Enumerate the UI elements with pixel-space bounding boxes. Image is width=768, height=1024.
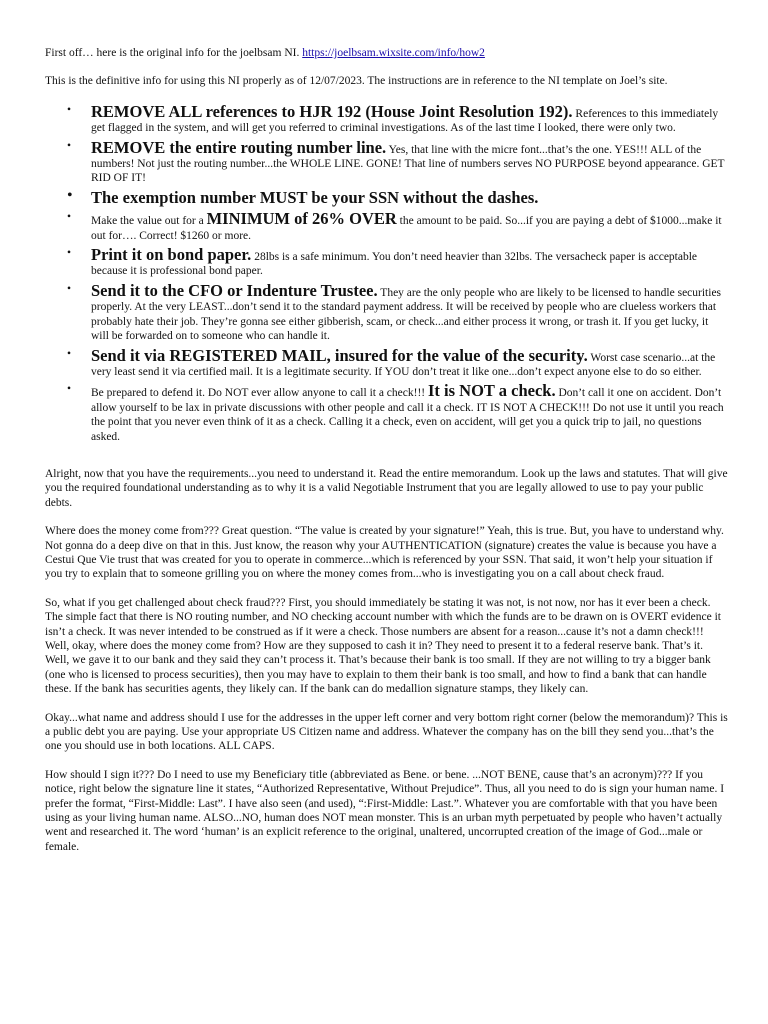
bullet-icon: •: [67, 247, 72, 260]
paragraph-check-fraud: So, what if you get challenged about check fraud??? First, you should immediately be stating it was not, is not now, nor has it ever been a check. The simple fact that there is NO routing number, and NO checking account number with which the funds are to be drawn on is OVERT evidence it isn’t a check. It was never intended to be construed as if it were a check. Those numbers are absent for a reason...cause it’s not a damn check!!! Well, okay, where does the money come from? How are they supposed to cash it in? They need to present it to a federal reserve bank. That’s it. Well, we gave it to our bank and they said they can’t process it. That’s because their bank is too small. If they are not willing to try a bigger bank (one who is licensed to process securities), then you may have to explain to them their bank is too small, and how to find a bank that can handle these. If the bank has securities agents, they likely can. If the bank can do medallion signature stamps, they likely can.: [45, 596, 721, 696]
paragraph-signing: How should I sign it??? Do I need to use my Beneficiary title (abbreviated as Bene. or bene. ...NOT BENE, cause that’s an acronym)??? If you notice, right below the signature line it states, “Authorized Representative, Without Prejudice”. Thus, all you need to do is sign your human name. I prefer the format, “First-Middle: Last”. I have also seen (and used), “:First-Middle: Last.”. Whatever you are comfortable with that you have been using as your living human name. ALSO...NO, human does NOT mean monster. This is an urban myth perpetuated by people who haven’t actually went and researched it. The word ‘human’ is an explicit reference to the original, unaltered, uncorrupted creation of the image of God...male or female.: [45, 768, 725, 853]
intro-line-2: This is the definitive info for using this NI properly as of 12/07/2023. The instructions are in reference to the NI template on Joel’s site.: [45, 75, 668, 88]
paragraph-name-address: Okay...what name and address should I use for the addresses in the upper left corner and very bottom right corner (below the memorandum)? This is a public debt you are paying. Use your appropriate US Citizen name and address. Whatever the company has on the bill they send you...that’s the one you should use in both locations. ALL CAPS.: [45, 711, 728, 753]
item-heading: REMOVE ALL references to HJR 192 (House Joint Resolution 192).: [91, 101, 573, 121]
intro-text: First off… here is the original info for the joelbsam NI.: [45, 47, 303, 59]
item-text: Yes, that line with the micre font...that’s the one. YES!!! ALL of the numbers! Not just the routing number...the WHOLE LINE. GONE! That line of numbers serves NO PURPOSE beyond appearance. GET RID OF IT!: [91, 143, 725, 185]
bullet-icon: •: [67, 211, 72, 224]
bullet-icon: •: [67, 103, 72, 116]
document-page: [45, 46, 728, 868]
item-text: Make the value out for a: [91, 215, 207, 228]
item-heading: The exemption number MUST be your SSN without the dashes.: [91, 187, 539, 207]
item-text: They are the only people who are likely to be licensed to handle securities properly. At the very LEAST...don’t send it to the standard payment address. It will be received by people who are clueless workers that probably hate their job. They’re gonna see either gibberish, scam, or check...and either process it wrong, or trash it. If you get lucky, it will be forwarded on to someone who can handle it.: [91, 286, 722, 343]
item-text: References to this immediately get flagged in the system, and will get you referred to criminal investigations. As of the last time I looked, there were only two.: [91, 107, 719, 135]
item-heading: It is NOT a check.: [428, 381, 556, 401]
item-text: Don’t call it one on accident. Don’t allow yourself to be lax in private discussions with other people and call it a check. IT IS NOT A CHECK!!! Do not use it until you reach the point that you never even think of it as a check. Calling it a check, even on accident, will get you a quick trip to jail, no questions asked.: [91, 387, 724, 443]
item-heading: Send it to the CFO or Indenture Trustee.: [91, 280, 378, 300]
item-text: Worst case scenario...at the very least send it via certified mail. It is a legitimate security. If YOU don’t treat it like one...don’t expect anyone else to do so either.: [91, 351, 716, 378]
bullet-icon: •: [67, 383, 72, 396]
intro-line-1: [45, 46, 728, 60]
bullet-icon: •: [67, 347, 72, 360]
item-heading: Send it via REGISTERED MAIL, insured for the value of the security.: [91, 345, 588, 365]
list-item: [67, 381, 728, 444]
item-heading: MINIMUM of 26% OVER: [206, 209, 397, 229]
list-item: [67, 245, 728, 279]
item-text: Be prepared to defend it. Do NOT ever allow anyone to call it a check!!!: [91, 387, 428, 400]
list-item: [67, 280, 728, 344]
requirements-list: [45, 103, 728, 444]
bullet-icon: •: [67, 186, 73, 204]
item-heading: REMOVE the entire routing number line.: [91, 137, 387, 157]
paragraph-money-source: Where does the money come from??? Great question. “The value is created by your signature!” Yeah, this is true. But, you have to understand why. Not gonna do a deep dive on that in this. Just know, the reason why your AUTHENTICATION (signature) creates the value is because you have a Cestui Que Vie trust that was created for you to operate in commerce...which is referenced by your SSN. That said, it won’t help your situation if you try to explain that to someone grilling you on where the money comes from...who is investigating you on a call about check fraud.: [45, 525, 724, 581]
item-text: 28lbs is a safe minimum. You don’t need heavier than 32lbs. The versacheck paper is acceptable because it is professional bond paper.: [91, 251, 698, 278]
item-text: the amount to be paid. So...if you are paying a debt of $1000...make it out for…. Correct! $1260 or more.: [91, 215, 722, 242]
list-item: [67, 186, 728, 207]
section-spacer: [45, 447, 728, 467]
list-item: [67, 137, 728, 186]
paragraph-requirements: Alright, now that you have the requirements...you need to understand it. Read the entire memorandum. Look up the laws and statutes. That will give you the required foundational understanding as to why it is a valid Negotiable Instrument that you are legally allowed to use to pay your public debts.: [45, 467, 728, 509]
item-heading: Print it on bond paper.: [91, 245, 252, 265]
source-link[interactable]: https://joelbsam.wixsite.com/info/how2: [302, 47, 485, 59]
list-item: [67, 345, 728, 380]
bullet-icon: •: [67, 139, 72, 152]
bullet-icon: •: [67, 282, 72, 295]
list-item: [67, 101, 728, 136]
list-item: [67, 209, 728, 243]
